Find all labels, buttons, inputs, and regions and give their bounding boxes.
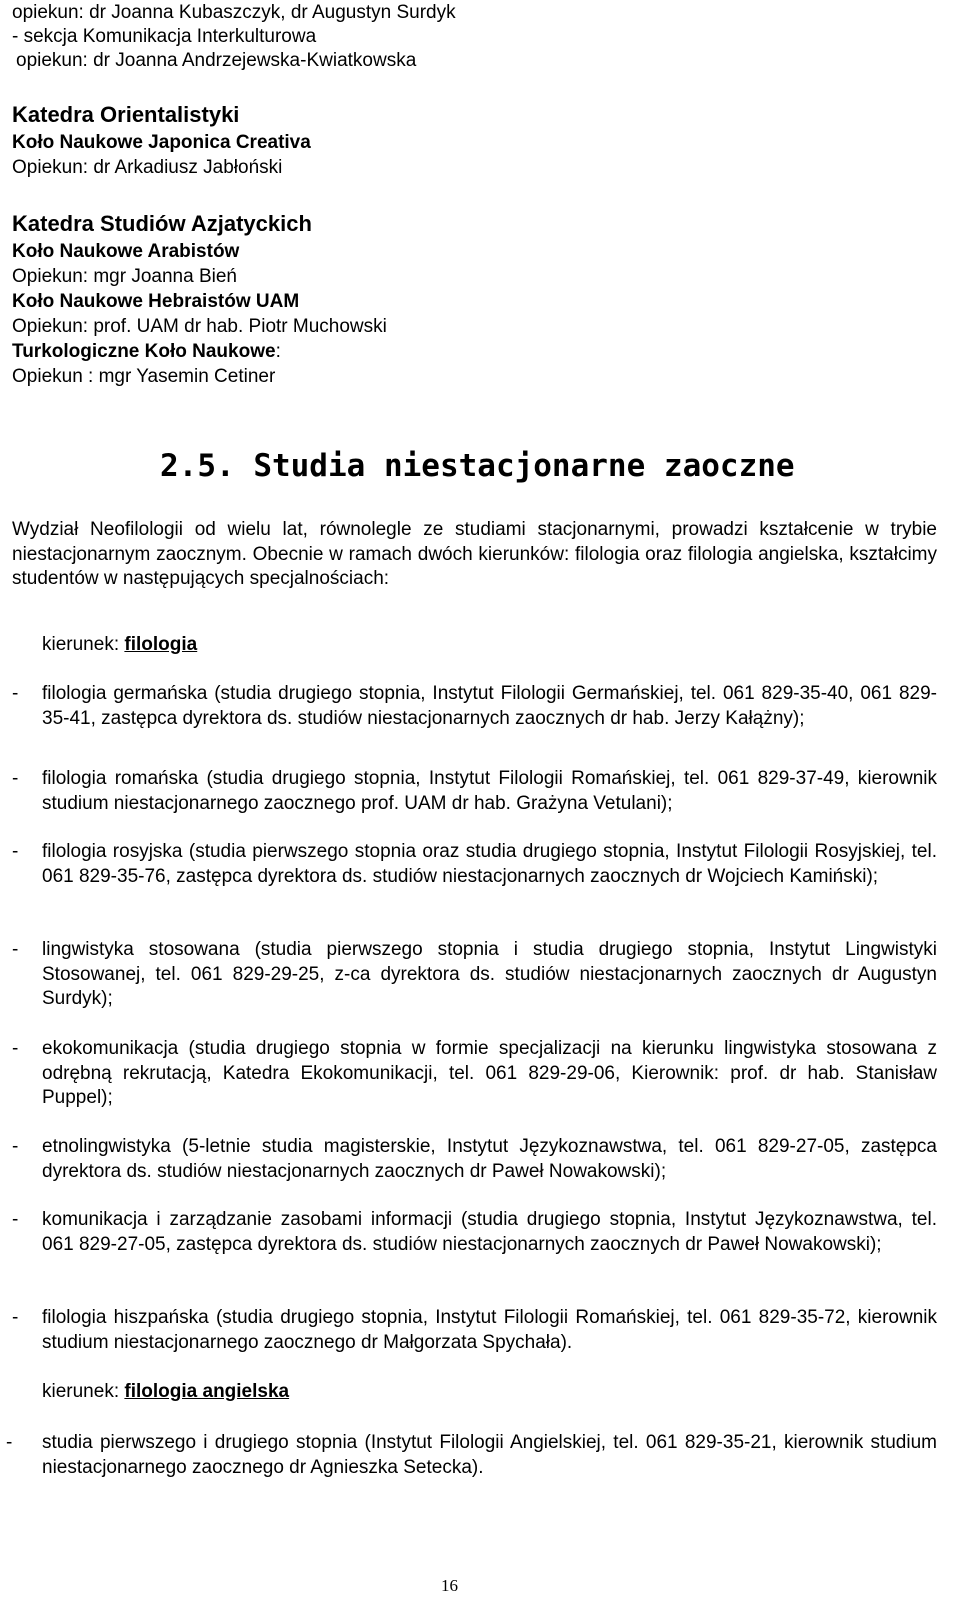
page-number: 16 (441, 1576, 458, 1595)
list-item (12, 840, 937, 889)
section-title: 2.5. Studia niestacjonarne zaoczne (160, 448, 795, 484)
list-item (12, 1208, 937, 1257)
kolo-turkologiczne-colon: : (275, 341, 281, 362)
heading-azjatyckich: Katedra Studiów Azjatyckich (12, 211, 312, 236)
list-item-text: filologia germańska (studia drugiego stopnia, Instytut Filologii Germańskiej, tel. 061 829-35-40, 061 829-35-41, zastępca dyrektora ds. studiów niestacjonarnych zaocznych dr hab. Jerzy Kałążny); (42, 683, 937, 729)
opiekun-line: Opiekun: dr Arkadiusz Jabłoński (12, 157, 283, 178)
opiekun-line: Opiekun: mgr Joanna Bień (12, 266, 237, 287)
list-item-text: ekokomunikacja (studia drugiego stopnia w formie specjalizacji na kierunku lingwistyka stosowana z odrębną rekrutacją, Katedra Ekokomunikacji, tel. 061 829-29-06, Kierownik: prof. dr hab. Stanisław Puppel); (42, 1038, 937, 1108)
list-item (6, 1431, 937, 1480)
top-line: - sekcja Komunikacja Interkulturowa (12, 26, 317, 47)
opiekun-line: Opiekun: prof. UAM dr hab. Piotr Muchowski (12, 316, 387, 337)
list-item-text: studia pierwszego i drugiego stopnia (Instytut Filologii Angielskiej, tel. 061 829-35-21, kierownik studium niestacjonarnego zaocznego dr Agnieszka Setecka). (42, 1432, 937, 1478)
list-item (12, 1135, 937, 1184)
list-item-text: komunikacja i zarządzanie zasobami informacji (studia drugiego stopnia, Instytut Językoznawstwa, tel. 061 829-27-05, zastępca dyrektora ds. studiów niestacjonarnych zaocznych dr Paweł Nowakowski); (42, 1209, 937, 1255)
kierunek-filologia-angielska (42, 1381, 289, 1403)
intro-paragraph: Wydział Neofilologii od wielu lat, równolegle ze studiami stacjonarnymi, prowadzi kształcenie w trybie niestacjonarnym zaocznym. Obecnie w ramach dwóch kierunków: filologia oraz filologia angielska, kształcimy studentów w następujących specjalnościach: (12, 519, 937, 589)
list-item-text: filologia hiszpańska (studia drugiego stopnia, Instytut Filologii Romańskiej, tel. 061 829-35-72, kierownik studium niestacjonarnego zaocznego dr Małgorzata Spychała). (42, 1307, 937, 1353)
kolo-turkologiczne-name: Turkologiczne Koło Naukowe (12, 341, 276, 362)
kierunek-filologia (42, 634, 197, 656)
kierunek-name: filologia angielska (124, 1381, 290, 1402)
list-item (12, 682, 937, 731)
list-item (12, 1306, 937, 1355)
list-item (12, 1037, 937, 1111)
kolo-hebraistow: Koło Naukowe Hebraistów UAM (12, 291, 300, 312)
list-dash: - (12, 683, 19, 704)
list-item-text: filologia rosyjska (studia pierwszego stopnia oraz studia drugiego stopnia, Instytut Filologii Rosyjskiej, tel. 061 829-35-76, zastępca dyrektora ds. studiów niestacjonarnych zaocznych dr Wojciech Kamiński); (42, 841, 937, 887)
list-item-text: filologia romańska (studia drugiego stopnia, Instytut Filologii Romańskiej, tel. 061 829-37-49, kierownik studium niestacjonarnego zaocznego prof. UAM dr hab. Grażyna Vetulani); (42, 768, 937, 814)
list-item-text: lingwistyka stosowana (studia pierwszego stopnia i studia drugiego stopnia, Instytut Lingwistyki Stosowanej, tel. 061 829-29-25, z-ca dyrektora ds. studiów niestacjonarnych zaocznych dr Augustyn Surdyk); (42, 939, 937, 1009)
heading-orientalistyki: Katedra Orientalistyki (12, 102, 240, 127)
kierunek-label: kierunek: (42, 1381, 120, 1402)
top-line: opiekun: dr Joanna Kubaszczyk, dr Augustyn Surdyk (12, 2, 456, 23)
kierunek-name: filologia (124, 634, 198, 655)
list-item-text: etnolingwistyka (5-letnie studia magisterskie, Instytut Językoznawstwa, tel. 061 829-27-05, zastępca dyrektora ds. studiów niestacjonarnych zaocznych dr Paweł Nowakowski); (42, 1136, 937, 1182)
list-dash: - (12, 939, 19, 960)
list-item (12, 767, 937, 816)
kolo-japonica: Koło Naukowe Japonica Creativa (12, 132, 311, 153)
list-dash: - (12, 841, 19, 862)
kierunek-label: kierunek: (42, 634, 120, 655)
kolo-turkologiczne (12, 340, 281, 364)
list-dash: - (12, 1209, 19, 1230)
kolo-arabistow: Koło Naukowe Arabistów (12, 241, 240, 262)
list-dash: - (6, 1432, 13, 1453)
list-item (12, 938, 937, 1012)
list-dash: - (12, 1136, 19, 1157)
list-dash: - (12, 768, 19, 789)
list-dash: - (12, 1307, 19, 1328)
top-line: opiekun: dr Joanna Andrzejewska-Kwiatkowska (16, 50, 417, 71)
list-dash: - (12, 1038, 19, 1059)
opiekun-line: Opiekun : mgr Yasemin Cetiner (12, 366, 276, 387)
